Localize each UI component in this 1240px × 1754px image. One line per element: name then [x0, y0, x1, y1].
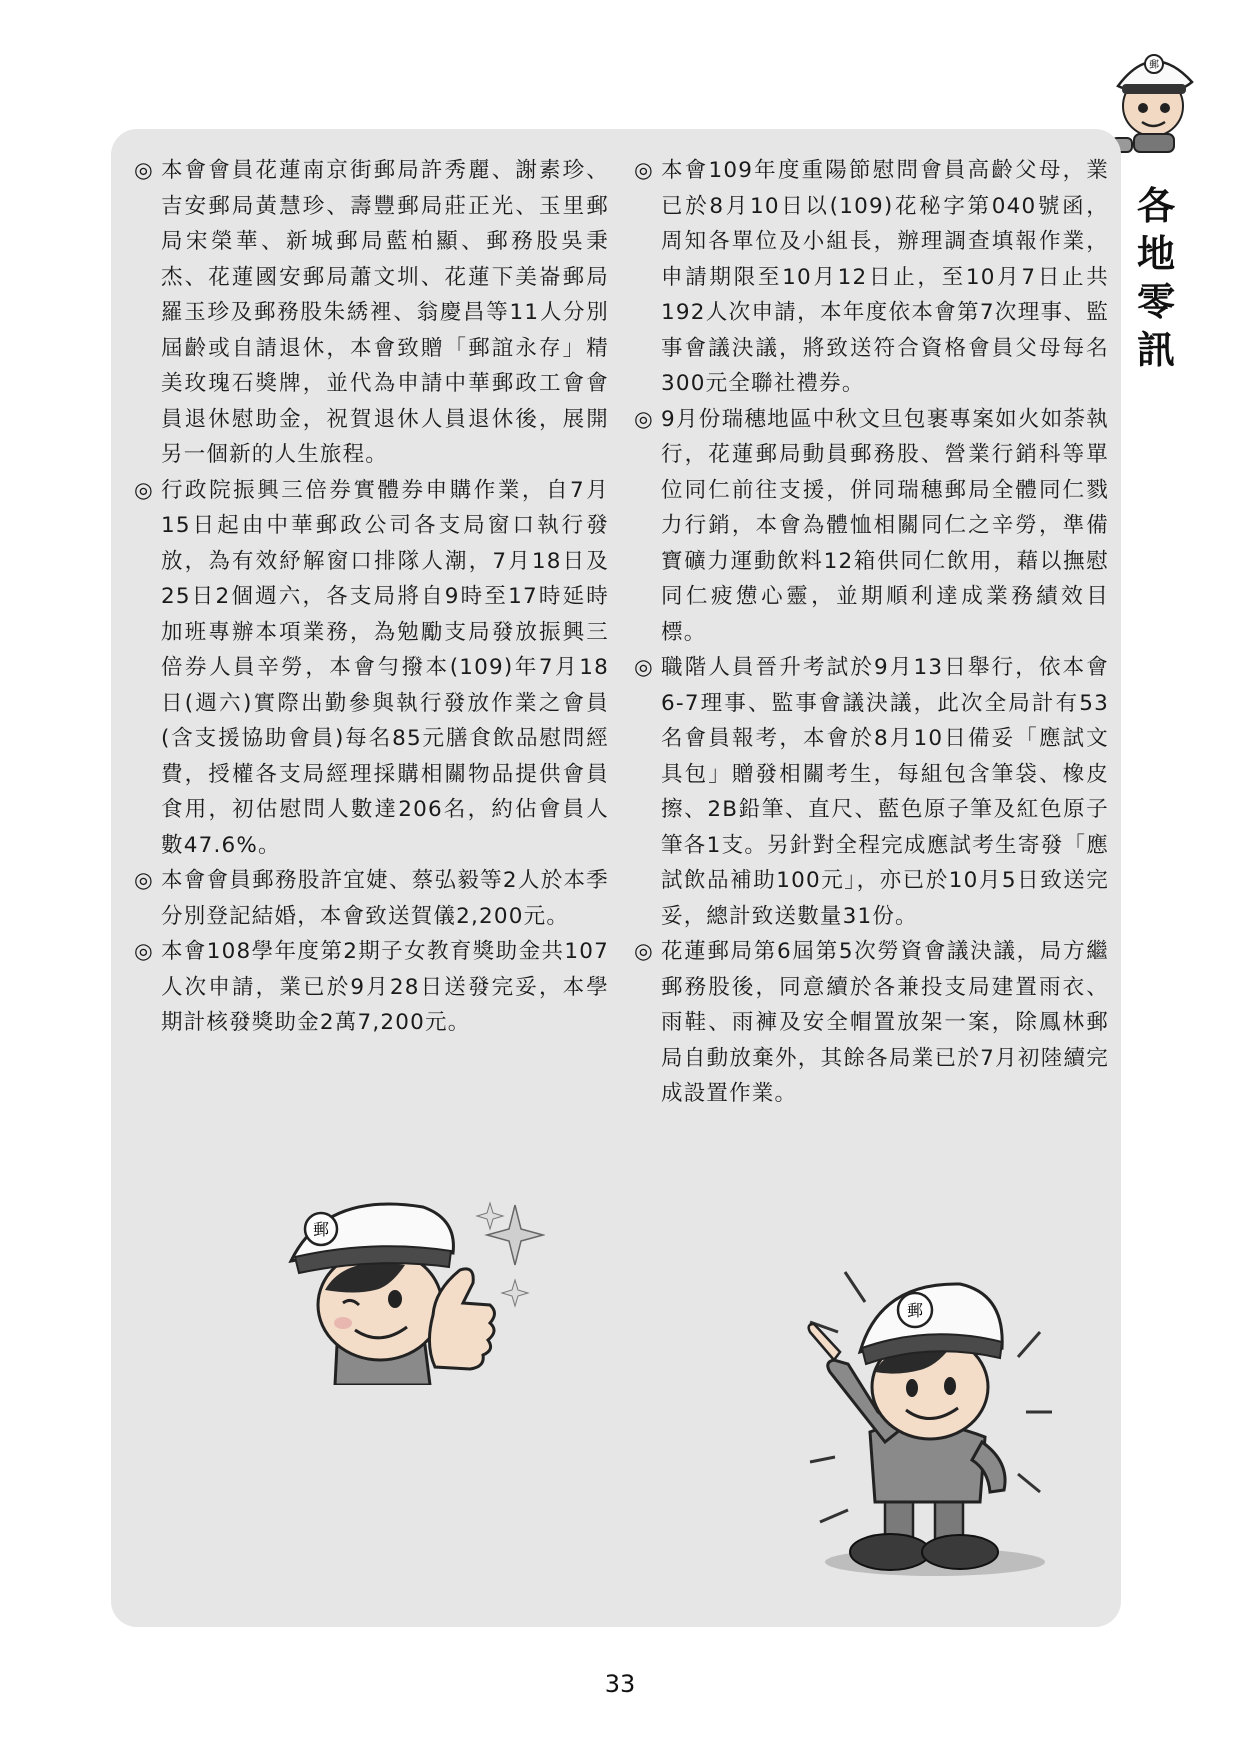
- mascot-corner-icon: [1108, 44, 1198, 154]
- news-item: ◎ 本會109年度重陽節慰問會員高齡父母，業已於8月10日以(109)花秘字第040號函，周知各單位及小組長，辦理調查填報作業，申請期限至10月12日止，至10月7日止共192人次申請，本年度依本會第7次理事、監事會議決議，將致送符合資格會員父母每名300元全聯社禮券。: [634, 153, 1109, 402]
- section-title: [1128, 182, 1184, 374]
- news-item: ◎ 職階人員晉升考試於9月13日舉行，依本會6-7理事、監事會議決議，此次全局計有53名會員報考，本會於8月10日備妥「應試文具包」贈發相關考生，每組包含筆袋、橡皮擦、2B鉛筆、直尺、藍色原子筆及紅色原子筆各1支。另針對全程完成應試考生寄發「應試飲品補助100元」，亦已於10月5日致送完妥，總計致送數量31份。: [634, 650, 1109, 934]
- left-column: [134, 153, 609, 1041]
- news-item: ◎ 花蓮郵局第6屆第5次勞資會議決議，局方繼郵務股後，同意續於各兼投支局建置雨衣、雨鞋、雨褲及安全帽置放架一案，除鳳林郵局自動放棄外，其餘各局業已於7月初陸續完成設置作業。: [634, 934, 1109, 1112]
- page-number: 33: [604, 1670, 636, 1698]
- news-item: ◎ 本會會員花蓮南京街郵局許秀麗、謝素珍、吉安郵局黃慧珍、壽豐郵局莊正光、玉里郵局宋榮華、新城郵局藍柏顯、郵務股吳秉杰、花蓮國安郵局蕭文圳、花蓮下美崙郵局羅玉珍及郵務股朱綉裡、翁慶昌等11人分別屆齡或自請退休，本會致贈「郵誼永存」精美玫瑰石獎牌，並代為申請中華郵政工會會員退休慰助金，祝賀退休人員退休後，展開另一個新的人生旅程。: [134, 153, 609, 473]
- news-item: ◎ 本會會員郵務股許宜婕、蔡弘毅等2人於本季分別登記結婚，本會致送賀儀2,200元。: [134, 863, 609, 934]
- section-title-char: 各: [1136, 183, 1175, 228]
- right-column: [634, 153, 1109, 1112]
- section-title-char: 地: [1136, 231, 1175, 276]
- svg-text:郵: 郵: [1149, 60, 1159, 71]
- section-title-char: 零: [1136, 279, 1175, 324]
- news-item: ◎ 9月份瑞穗地區中秋文旦包裹專案如火如荼執行，花蓮郵局動員郵務股、營業行銷科等單位同仁前往支援，併同瑞穗郵局全體同仁戮力行銷，本會為體恤相關同仁之辛勞，準備寶礦力運動飲料12箱供同仁飲用，藉以撫慰同仁疲憊心靈，並期順利達成業務績效目標。: [634, 402, 1109, 651]
- mascot-pointing-icon: [790, 1262, 1070, 1582]
- svg-text:郵: 郵: [906, 1301, 924, 1320]
- news-item: ◎ 行政院振興三倍券實體券申購作業，自7月15日起由中華郵政公司各支局窗口執行發放，為有效紓解窗口排隊人潮，7月18日及25日2個週六，各支局將自9時至17時延時加班專辦本項業務，為勉勵支局發放振興三倍券人員辛勞，本會勻撥本(109)年7月18日(週六)實際出勤參與執行發放作業之會員(含支援協助會員)每名85元膳食飲品慰問經費，授權各支局經理採購相關物品提供會員食用，初估慰問人數達206名，約佔會員人數47.6%。: [134, 473, 609, 864]
- mascot-thumbs-up-icon: [285, 1195, 545, 1385]
- svg-text:郵: 郵: [312, 1220, 330, 1239]
- section-title-char: 訊: [1136, 327, 1175, 372]
- news-item: ◎ 本會108學年度第2期子女教育獎助金共107人次申請，業已於9月28日送發完妥，本學期計核發獎助金2萬7,200元。: [134, 934, 609, 1041]
